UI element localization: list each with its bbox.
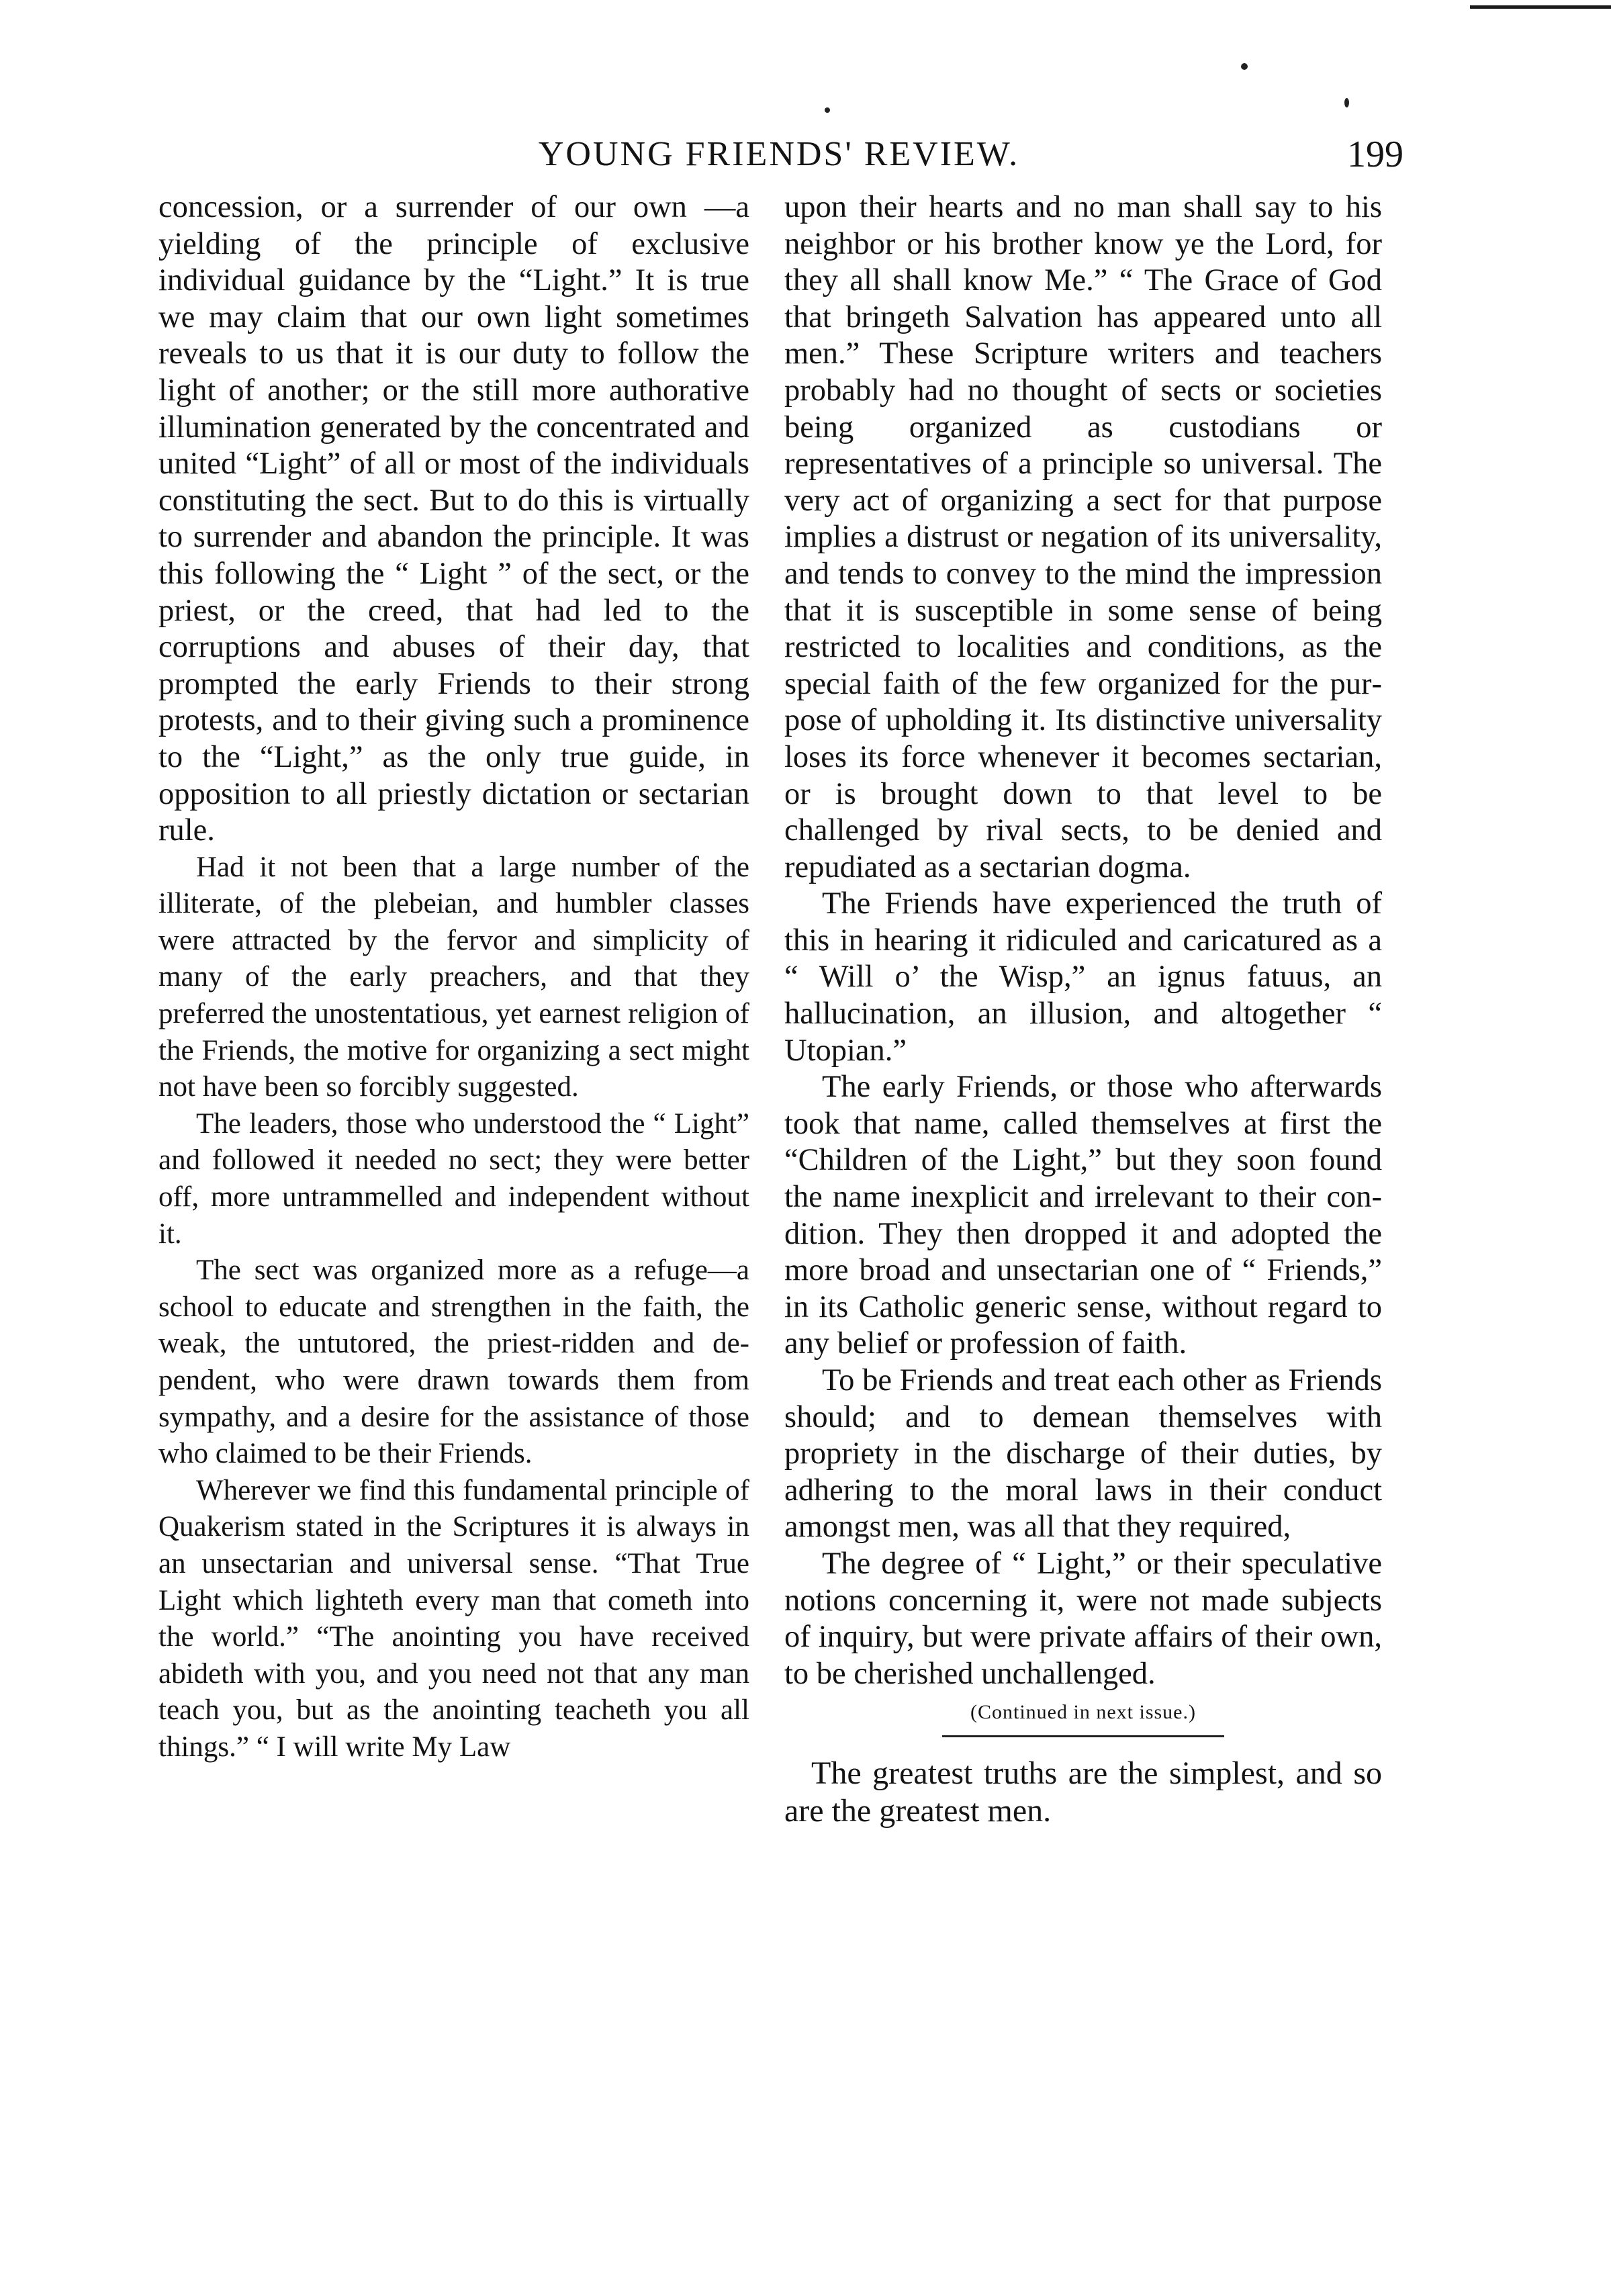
left-column <box>158 189 749 1766</box>
paragraph: To be Friends and treat each other as Friends should; and to demean themselves with propriety in the discharge of their duties, by adhering to the moral laws in their conduct amongst men, was all that they required, <box>784 1363 1382 1545</box>
paragraph: upon their hearts and no man shall say to his neighbor or his brother know ye the Lord, for they all shall know Me.” “ The Grace of God that bringeth Salvation has appeared unto all men.” These Scripture writers and teachers probably had no thought of sects or societies being organized as custodians or representatives of a principle so universal. The very act of organizing a sect for that purpose implies a distrust or negation of its universality, and tends to convey to the mind the impression that it is susceptible in some sense of being restricted to localities and conditions, as the special faith of the few organized for the purpose of upholding it. Its distinctive universality loses its force whenever it becomes sectarian, or is brought down to that level to be challenged by rival sects, to be denied and repudiated as a sectarian dogma. <box>784 190 1382 884</box>
scan-speck <box>1241 63 1248 70</box>
scan-edge-mark <box>1470 5 1611 9</box>
closing-quote-block <box>784 1755 1382 1830</box>
paragraph: Had it not been that a large number of the illiterate, of the plebeian, and humbler classes were attracted by the fervor and simplicity of many of the early preachers, and that they preferred the unostentatious, yet earnest religion of the Friends, the motive for organizing a sect might not have been so forcibly suggested. <box>158 851 749 1103</box>
section-divider <box>942 1735 1224 1737</box>
right-column <box>784 189 1382 1830</box>
paragraph: The sect was organized more as a refuge—a school to educate and strengthen in the faith, the weak, the untutored, the priest-ridden and dependent, who were drawn towards them from sympathy, and a desire for the assistance of those who claimed to be their Friends. <box>158 1254 749 1470</box>
paragraph: The degree of “ Light,” or their speculative notions concerning it, were not made subjects of inquiry, but were private affairs of their own, to be cherished unchallenged. <box>784 1546 1382 1691</box>
continued-note: (Continued in next issue.) <box>970 1701 1196 1724</box>
page-header <box>154 128 1403 181</box>
paragraph: concession, or a surrender of our own —a yielding of the principle of exclusive individual guidance by the “Light.” It is true we may claim that our own light sometimes reveals to us that it is our duty to follow the light of another; or the still more authorative illumination generated by the concentrated and united “Light” of all or most of the individuals constituting the sect. But to do this is virtually to surrender and abandon the principle. It was this following the “ Light ” of the sect, or the priest, or the creed, that had led to the corruptions and abuses of their day, that prompted the early Friends to their strong protests, and to their giving such a prominence to the “Light,” as the only true guide, in opposition to all priestly dictation or sectarian rule. <box>158 190 749 848</box>
paragraph: The early Friends, or those who afterwards took that name, called themselves at first the “Children of the Light,” but they soon found the name inexplicit and irrelevant to their condition. They then dropped it and adopted the more broad and unsectarian one of “ Friends,” in its Catholic generic sense, without regard to any belief or profession of faith. <box>784 1070 1382 1361</box>
paragraph: The Friends have experienced the truth of this in hearing it ridiculed and caricatured as a “ Will o’ the Wisp,” an ignus fatuus, an hallucination, an illusion, and altogether “ Utopian.” <box>784 886 1382 1068</box>
scan-speck <box>825 107 830 113</box>
running-title: YOUNG FRIENDS' REVIEW. <box>538 135 1020 173</box>
scan-speck <box>1344 98 1349 107</box>
paragraph: The leaders, those who understood the “ Light” and followed it needed no sect; they were better off, more untrammelled and independent without it. <box>158 1107 749 1250</box>
closing-quote: The greatest truths are the simplest, and so are the greatest men. <box>784 1755 1382 1829</box>
paragraph: Wherever we find this fundamental principle of Quakerism stated in the Scriptures it is always in an unsectarian and universal sense. “That True Light which lighteth every man that cometh into the world.” “The anointing you have received abideth with you, and you need not that any man teach you, but as the anointing teacheth you all things.” “ I will write My Law <box>158 1474 749 1763</box>
page-number: 199 <box>1347 134 1403 175</box>
